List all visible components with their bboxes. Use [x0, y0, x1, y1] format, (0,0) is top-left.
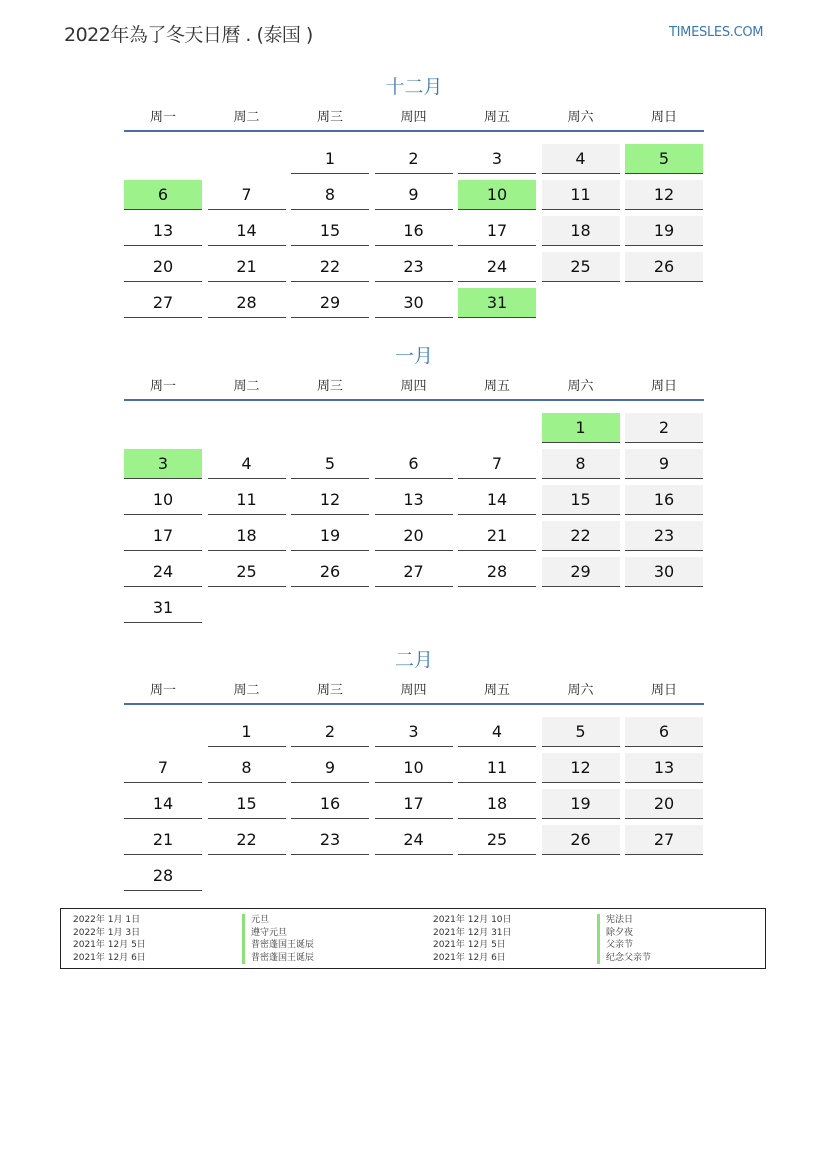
- day-cell[interactable]: 3: [375, 717, 453, 747]
- day-cell[interactable]: 4: [208, 449, 286, 479]
- day-cell[interactable]: 30: [375, 288, 453, 318]
- weekday-label: 周六: [567, 379, 594, 394]
- header-divider: [124, 703, 704, 705]
- legend-date: 2022年 1月 1日: [73, 915, 141, 925]
- weekday-label: 周三: [316, 683, 343, 698]
- legend-date: 2021年 12月 10日: [433, 915, 512, 925]
- day-cell[interactable]: 29: [542, 557, 620, 587]
- day-cell[interactable]: 24: [124, 557, 202, 587]
- weekday-header: [124, 679, 704, 699]
- legend-holiday-name: 纪念父亲节: [597, 952, 651, 965]
- day-cell[interactable]: 23: [375, 252, 453, 282]
- day-cell[interactable]: 4: [458, 717, 536, 747]
- day-cell[interactable]: 15: [208, 789, 286, 819]
- day-cell[interactable]: 1: [542, 413, 620, 443]
- day-cell[interactable]: 2: [291, 717, 369, 747]
- legend-left-names: [242, 914, 314, 964]
- month-title: 一月: [394, 345, 433, 367]
- day-cell[interactable]: 6: [625, 717, 703, 747]
- legend-left-dates: [73, 914, 146, 964]
- weekday-header: [124, 375, 704, 395]
- day-cell[interactable]: 22: [291, 252, 369, 282]
- day-cell[interactable]: 10: [124, 485, 202, 515]
- day-cell[interactable]: 26: [291, 557, 369, 587]
- legend-date: 2021年 12月 6日: [73, 952, 146, 963]
- day-cell[interactable]: 15: [542, 485, 620, 515]
- day-cell[interactable]: 20: [375, 521, 453, 551]
- day-cell[interactable]: 23: [291, 825, 369, 855]
- legend-holiday-name: 父亲节: [597, 939, 651, 952]
- weekday-label: 周三: [316, 110, 343, 125]
- day-cell[interactable]: 19: [291, 521, 369, 551]
- weekday-label: 周日: [650, 379, 677, 394]
- day-cell[interactable]: 28: [458, 557, 536, 587]
- day-cell[interactable]: 20: [124, 252, 202, 282]
- day-cell[interactable]: 25: [542, 252, 620, 282]
- weekday-label: 周二: [233, 683, 260, 698]
- weekday-label: 周六: [567, 683, 594, 698]
- legend-date: 2022年 1月 3日: [73, 927, 141, 938]
- day-cell[interactable]: 21: [124, 825, 202, 855]
- day-cell[interactable]: 3: [458, 144, 536, 174]
- header-divider: [124, 399, 704, 401]
- day-cell[interactable]: 8: [291, 180, 369, 210]
- month-title: 二月: [394, 649, 433, 671]
- day-cell[interactable]: 25: [208, 557, 286, 587]
- weekday-label: 周五: [483, 379, 510, 394]
- legend-holiday-name: 元旦: [242, 914, 314, 927]
- weekday-label: 周五: [483, 110, 510, 125]
- day-cell[interactable]: 30: [625, 557, 703, 587]
- weekday-label: 周三: [316, 379, 343, 394]
- brand-link[interactable]: TIMESLES.COM: [669, 25, 764, 40]
- legend-right-names: [597, 914, 651, 964]
- day-cell[interactable]: 18: [208, 521, 286, 551]
- day-cell[interactable]: 2: [625, 413, 703, 443]
- day-cell[interactable]: 11: [458, 753, 536, 783]
- day-cell[interactable]: 27: [124, 288, 202, 318]
- page-title: 2022年為了冬天日曆 . (泰国 ): [64, 24, 313, 46]
- legend-date: 2021年 12月 5日: [73, 940, 146, 950]
- day-cell[interactable]: 6: [375, 449, 453, 479]
- day-cell[interactable]: 9: [375, 180, 453, 210]
- day-cell[interactable]: 22: [208, 825, 286, 855]
- day-cell[interactable]: 16: [625, 485, 703, 515]
- day-cell[interactable]: 17: [124, 521, 202, 551]
- weekday-label: 周一: [149, 683, 176, 698]
- day-cell[interactable]: 13: [375, 485, 453, 515]
- day-cell[interactable]: 19: [625, 216, 703, 246]
- day-cell[interactable]: 14: [208, 216, 286, 246]
- day-cell[interactable]: 7: [208, 180, 286, 210]
- day-cell[interactable]: 29: [291, 288, 369, 318]
- day-cell[interactable]: 10: [458, 180, 536, 210]
- day-cell[interactable]: 22: [542, 521, 620, 551]
- day-cell[interactable]: 1: [291, 144, 369, 174]
- day-cell[interactable]: 7: [124, 753, 202, 783]
- day-cell[interactable]: 31: [124, 593, 202, 623]
- weekday-label: 周五: [483, 683, 510, 698]
- weekday-label: 周一: [149, 110, 176, 125]
- day-cell[interactable]: 10: [375, 753, 453, 783]
- day-cell[interactable]: 9: [291, 753, 369, 783]
- holiday-legend: [60, 908, 766, 969]
- weekday-label: 周一: [149, 379, 176, 394]
- day-cell[interactable]: 26: [542, 825, 620, 855]
- day-cell[interactable]: 27: [375, 557, 453, 587]
- day-cell[interactable]: 25: [458, 825, 536, 855]
- legend-right-dates: [433, 914, 512, 964]
- weekday-label: 周四: [400, 683, 427, 698]
- day-cell[interactable]: 4: [542, 144, 620, 174]
- day-cell[interactable]: 23: [625, 521, 703, 551]
- day-cell[interactable]: 24: [375, 825, 453, 855]
- day-cell[interactable]: 2: [375, 144, 453, 174]
- day-cell[interactable]: 9: [625, 449, 703, 479]
- weekday-label: 周六: [567, 110, 594, 125]
- legend-holiday-name: 普密蓬国王诞辰: [242, 952, 314, 965]
- day-cell[interactable]: 26: [625, 252, 703, 282]
- day-cell[interactable]: 8: [208, 753, 286, 783]
- day-cell[interactable]: 3: [124, 449, 202, 479]
- legend-holiday-name: 除夕夜: [597, 927, 651, 940]
- day-cell[interactable]: 1: [208, 717, 286, 747]
- day-cell[interactable]: 5: [542, 717, 620, 747]
- weekday-header: [124, 106, 704, 126]
- day-cell[interactable]: 18: [542, 216, 620, 246]
- day-cell[interactable]: 7: [458, 449, 536, 479]
- day-cell[interactable]: 31: [458, 288, 536, 318]
- legend-holiday-name: 遵守元旦: [242, 927, 314, 940]
- day-cell[interactable]: 24: [458, 252, 536, 282]
- day-cell[interactable]: 16: [375, 216, 453, 246]
- day-cell[interactable]: 17: [458, 216, 536, 246]
- day-cell[interactable]: 27: [625, 825, 703, 855]
- day-cell[interactable]: 20: [625, 789, 703, 819]
- weekday-label: 周四: [400, 110, 427, 125]
- legend-date: 2021年 12月 31日: [433, 927, 512, 938]
- day-cell[interactable]: 8: [542, 449, 620, 479]
- legend-date: 2021年 12月 5日: [433, 940, 506, 950]
- day-cell[interactable]: 13: [124, 216, 202, 246]
- day-cell[interactable]: 12: [542, 753, 620, 783]
- legend-date: 2021年 12月 6日: [433, 952, 506, 963]
- day-cell[interactable]: 21: [458, 521, 536, 551]
- weekday-label: 周二: [233, 110, 260, 125]
- day-cell[interactable]: 21: [208, 252, 286, 282]
- day-cell[interactable]: 19: [542, 789, 620, 819]
- day-cell[interactable]: 28: [208, 288, 286, 318]
- day-cell[interactable]: 28: [124, 861, 202, 891]
- day-cell[interactable]: 5: [625, 144, 703, 174]
- day-cell[interactable]: 17: [375, 789, 453, 819]
- day-cell[interactable]: 13: [625, 753, 703, 783]
- day-cell[interactable]: 6: [124, 180, 202, 210]
- day-cell[interactable]: 15: [291, 216, 369, 246]
- weekday-label: 周日: [650, 683, 677, 698]
- day-cell[interactable]: 14: [458, 485, 536, 515]
- day-cell[interactable]: 18: [458, 789, 536, 819]
- month-title: 十二月: [385, 76, 443, 98]
- header-divider: [124, 130, 704, 132]
- legend-holiday-name: 宪法日: [597, 914, 651, 927]
- weekday-label: 周二: [233, 379, 260, 394]
- day-cell[interactable]: 14: [124, 789, 202, 819]
- legend-holiday-name: 普密蓬国王诞辰: [242, 939, 314, 952]
- day-cell[interactable]: 11: [542, 180, 620, 210]
- day-cell[interactable]: 12: [625, 180, 703, 210]
- weekday-label: 周四: [400, 379, 427, 394]
- day-cell[interactable]: 11: [208, 485, 286, 515]
- day-cell[interactable]: 5: [291, 449, 369, 479]
- weekday-label: 周日: [650, 110, 677, 125]
- day-cell[interactable]: 12: [291, 485, 369, 515]
- day-cell[interactable]: 16: [291, 789, 369, 819]
